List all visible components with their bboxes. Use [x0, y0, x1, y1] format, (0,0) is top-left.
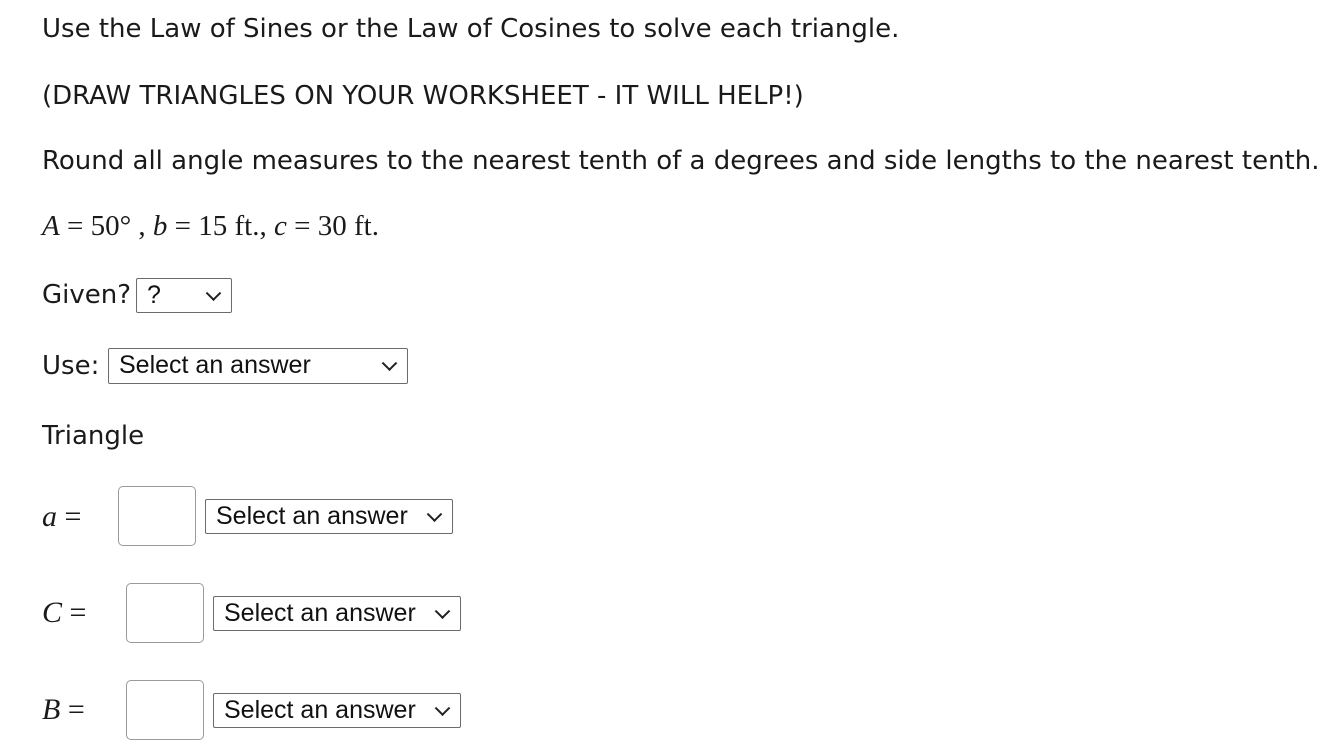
- given-select[interactable]: [136, 278, 232, 313]
- chevron-down-icon: [206, 285, 222, 301]
- given-values-expression: [42, 210, 379, 242]
- angle-C-unit-value: Select an answer: [224, 599, 416, 627]
- angle-B-variable: B: [42, 693, 61, 726]
- angle-C-variable: C: [42, 596, 63, 629]
- answer-C-label: [42, 596, 86, 630]
- side-c-value: = 30 ft.: [286, 210, 379, 242]
- side-a-unit-select[interactable]: [205, 499, 453, 534]
- angle-A-value: = 50° ,: [59, 210, 153, 242]
- chevron-down-icon: [435, 700, 451, 716]
- rounding-note: Round all angle measures to the nearest tenth of a degrees and side lengths to the nearest tenth.: [42, 146, 1320, 176]
- chevron-down-icon: [427, 506, 443, 522]
- angle-C-unit-select[interactable]: [213, 596, 461, 631]
- instruction-text: Use the Law of Sines or the Law of Cosines to solve each triangle.: [42, 14, 900, 44]
- side-a-unit-value: Select an answer: [216, 502, 408, 530]
- answer-B-label: [42, 693, 85, 727]
- chevron-down-icon: [382, 355, 398, 371]
- side-a-variable: a: [42, 500, 57, 533]
- use-select[interactable]: [108, 348, 408, 384]
- angle-B-input[interactable]: [126, 680, 204, 740]
- use-label: Use:: [42, 351, 100, 381]
- angle-B-unit-value: Select an answer: [224, 696, 416, 724]
- triangle-heading: Triangle: [42, 421, 145, 451]
- answer-a-label: [42, 500, 81, 534]
- side-c-variable: c: [274, 210, 287, 242]
- side-b-variable: b: [152, 210, 168, 242]
- side-a-input[interactable]: [118, 486, 196, 546]
- equals-sign: =: [57, 500, 82, 533]
- use-select-value: Select an answer: [119, 351, 311, 379]
- angle-A-variable: A: [42, 210, 60, 242]
- worksheet-note: (DRAW TRIANGLES ON YOUR WORKSHEET - IT WILL HELP!): [42, 81, 804, 111]
- side-b-value: = 15 ft.,: [167, 210, 274, 242]
- angle-C-input[interactable]: [126, 583, 204, 643]
- angle-B-unit-select[interactable]: [213, 693, 461, 728]
- chevron-down-icon: [435, 603, 451, 619]
- equals-sign: =: [62, 596, 87, 629]
- given-label: Given?: [42, 280, 132, 310]
- equals-sign: =: [60, 693, 85, 726]
- given-select-value: ?: [147, 281, 161, 309]
